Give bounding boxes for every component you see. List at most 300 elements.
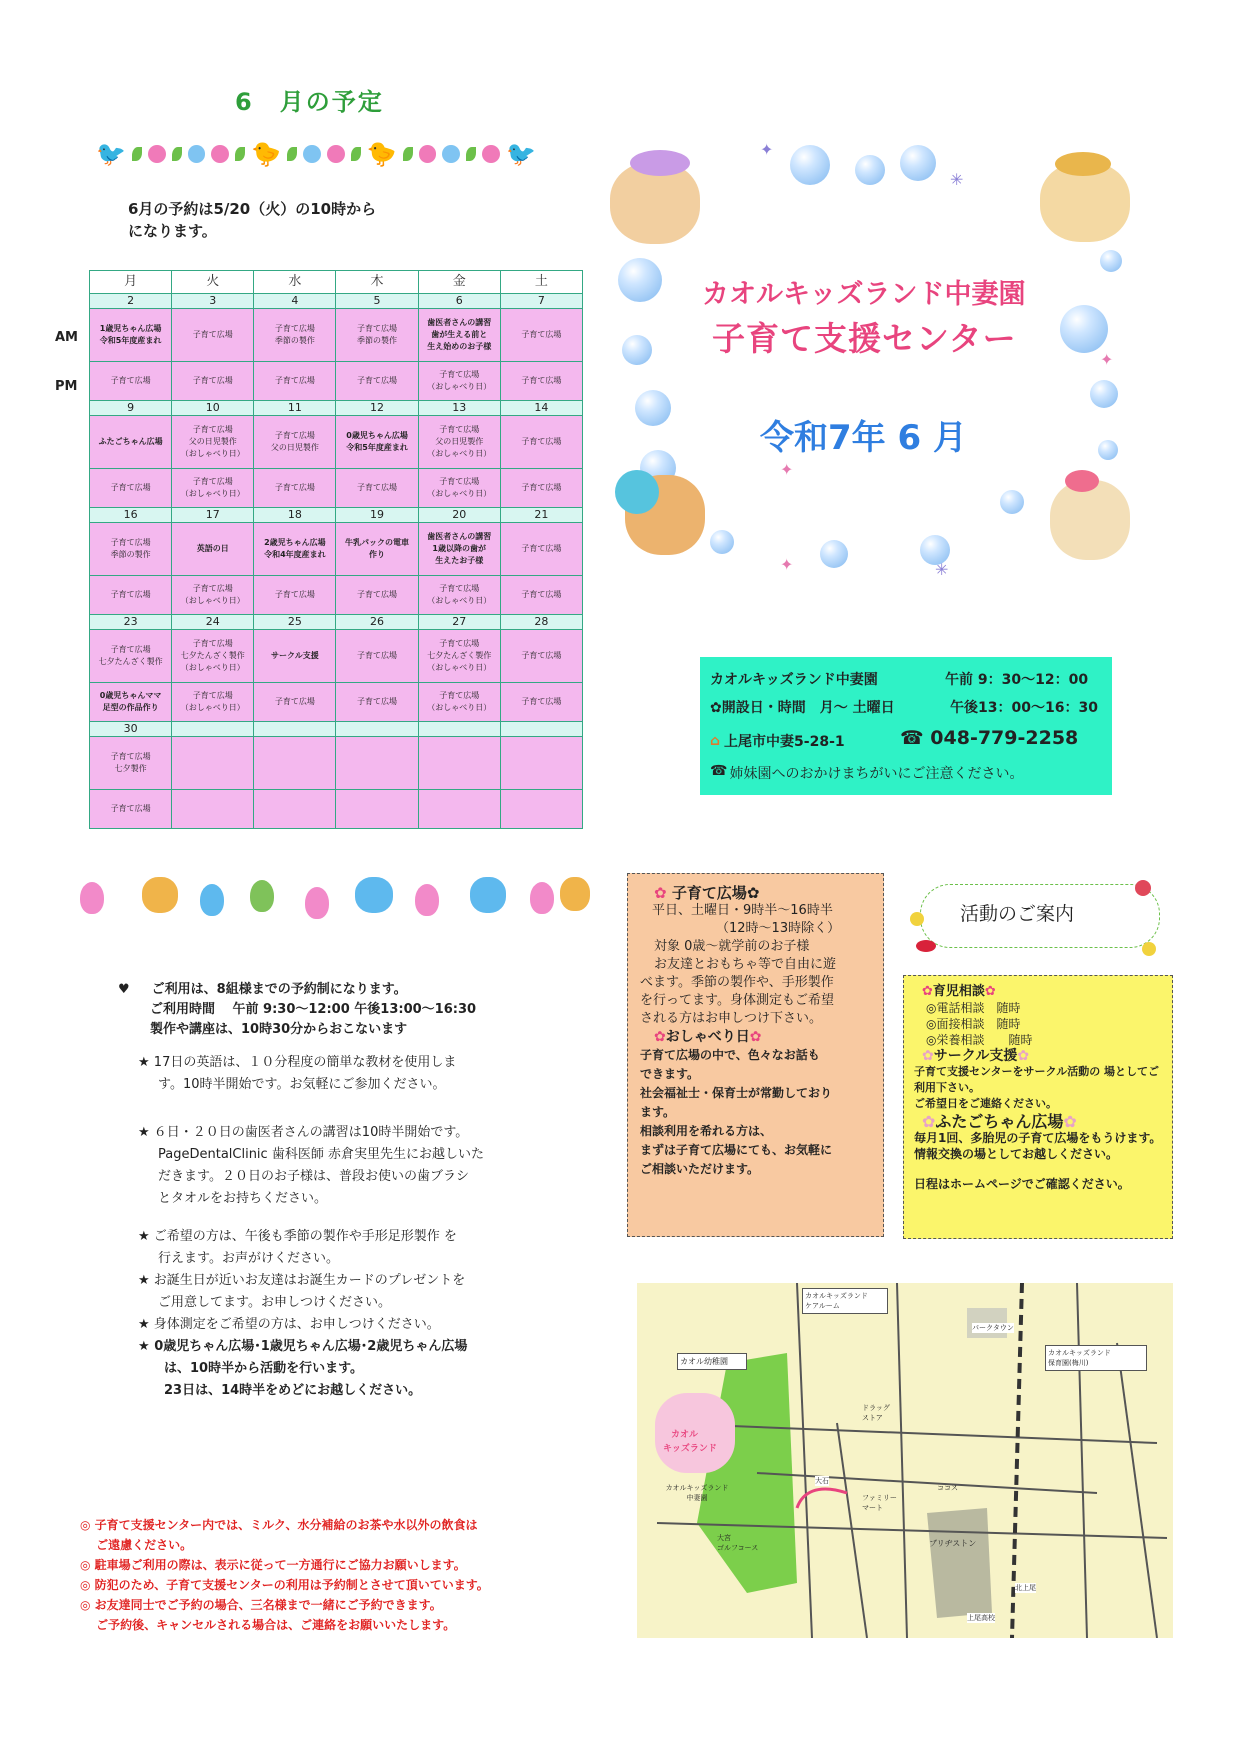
am-row	[90, 416, 583, 469]
schedule-entry: 子育て広場	[274, 590, 315, 599]
schedule-entry: 子育て広場	[192, 691, 233, 700]
map-label-golf: 大宮 ゴルフコース	[717, 1534, 759, 1552]
note-5b: ご用意してます。お申しつけください。	[158, 1295, 391, 1310]
activity-banner	[910, 872, 1165, 960]
schedule-cell	[500, 309, 582, 362]
map-label-kitaageo: 北上尾	[1015, 1584, 1036, 1592]
circle-3: ご希望日をご連絡ください。	[914, 1097, 1057, 1110]
schedule-cell	[90, 523, 172, 576]
pm-row	[90, 683, 583, 722]
schedule-entry: 季節の製作	[357, 336, 398, 345]
schedule-cell	[172, 576, 254, 615]
house-icon: ⌂	[710, 733, 721, 749]
date-row	[90, 722, 583, 737]
schedule-entry: 子育て広場	[357, 324, 398, 333]
schedule-cell	[336, 737, 418, 790]
date-cell: 11	[254, 401, 336, 416]
map-logo-text-1: カオル	[671, 1430, 699, 1440]
schedule-entry: 子育て広場	[521, 544, 562, 553]
flower-icon: ✿	[1017, 1048, 1030, 1064]
day-header: 月	[90, 271, 172, 294]
schedule-cell	[418, 523, 500, 576]
schedule-cell	[336, 523, 418, 576]
map-label-chuzuma: カオルキッズランド 中妻園	[665, 1484, 729, 1502]
day-header: 木	[336, 271, 418, 294]
schedule-cell	[172, 683, 254, 722]
schedule-entry: 子育て広場	[274, 376, 315, 385]
note-7b: は、10時半から活動を行います。	[164, 1361, 364, 1376]
schedule-entry: 父の日児製作	[270, 443, 319, 452]
note-4a: ご希望の方は、午後も季節の製作や手形足形製作 を	[153, 1229, 457, 1244]
schedule-entry: （おしゃべり日）	[180, 663, 245, 672]
schedule-entry: 英語の日	[196, 544, 229, 553]
am-row	[90, 309, 583, 362]
date-row	[90, 401, 583, 416]
schedule-entry: 子育て広場	[110, 804, 151, 813]
schedule-entry: 子育て広場	[521, 376, 562, 385]
schedule-entry: 子育て広場	[274, 431, 315, 440]
schedule-cell	[90, 683, 172, 722]
map-label-care: カオルキッズランド ケアルーム	[802, 1288, 888, 1314]
schedule-entry: 子育て広場	[439, 477, 480, 486]
hiroba-l4: お友達とおもちゃ等で自由に遊	[654, 957, 837, 972]
schedule-entry: 季節の製作	[274, 336, 315, 345]
ikuji-1: ◎電話相談 随時	[926, 1001, 1021, 1015]
schedule-entry: 子育て広場	[439, 691, 480, 700]
phone-icon: ☎	[710, 763, 728, 779]
date-cell: 9	[90, 401, 172, 416]
poster-line1: カオルキッズランド中妻園	[702, 279, 1026, 310]
schedule-entry: 子育て広場	[192, 376, 233, 385]
schedule-entry: 令和5年度産まれ	[346, 443, 408, 452]
schedule-cell	[418, 309, 500, 362]
calendar-header-row	[90, 271, 583, 294]
flower-border: 🐦 🐤 🐤 🐦	[96, 140, 537, 168]
schedule-cell	[418, 362, 500, 401]
date-cell	[254, 722, 336, 737]
day-header: 金	[418, 271, 500, 294]
flower-icon: ✿	[749, 1029, 762, 1045]
schedule-entry: 令和4年度産まれ	[264, 550, 326, 559]
schedule-entry: 七夕たんざく製作	[180, 651, 245, 660]
schedule-entry: 子育て広場	[357, 697, 398, 706]
flower-icon: ✿	[654, 1029, 666, 1045]
reservation-line1: 6月の予約は5/20（火）の10時から	[128, 200, 377, 218]
map-label-hoikuen: カオルキッズランド 保育園(梅川)	[1045, 1345, 1147, 1371]
map-logo-text-2: キッズランド	[663, 1444, 717, 1454]
date-cell: 30	[90, 722, 172, 737]
date-row	[90, 294, 583, 309]
schedule-entry: 子育て広場	[357, 590, 398, 599]
info-phone: ☎ 048-779-2258	[900, 727, 1079, 749]
date-cell: 23	[90, 615, 172, 630]
info-name: カオルキッズランド中妻園	[710, 672, 878, 688]
schedule-cell	[172, 469, 254, 508]
schedule-entry: （おしゃべり日）	[180, 703, 245, 712]
schedule-entry: （おしゃべり日）	[427, 663, 492, 672]
date-cell: 16	[90, 508, 172, 523]
activity-title: 活動のご案内	[960, 903, 1075, 925]
star-icon: ★	[138, 1317, 154, 1332]
schedule-cell	[336, 683, 418, 722]
pm-label: PM	[55, 379, 78, 394]
date-cell: 24	[172, 615, 254, 630]
note-3a: ６日・２０日の歯医者さんの講習は10時半開始です。	[153, 1125, 469, 1140]
oshaberi-7: ご相談いただけます。	[640, 1162, 760, 1176]
schedule-entry: 子育て広場	[192, 639, 233, 648]
schedule-entry: 子育て広場	[110, 590, 151, 599]
schedule-entry: 子育て広場	[521, 483, 562, 492]
date-cell: 4	[254, 294, 336, 309]
info-box	[700, 657, 1112, 795]
schedule-entry: 子育て広場	[110, 376, 151, 385]
flower-icon: ✿	[654, 884, 667, 902]
oshaberi-title: おしゃべり日	[665, 1029, 750, 1045]
balloon-animals-border	[80, 872, 580, 947]
schedule-cell	[254, 737, 336, 790]
star-icon: ★	[138, 1229, 154, 1244]
activity-box	[903, 975, 1173, 1239]
hiroba-l2: （12時～13時除く）	[716, 921, 841, 936]
oshaberi-6: まずは子育て広場にても、お気軽に	[640, 1143, 833, 1157]
schedule-cell	[418, 683, 500, 722]
schedule-cell	[254, 683, 336, 722]
flower-icon: ✿	[984, 984, 996, 999]
schedule-entry: 歯が生える前と	[431, 330, 488, 339]
schedule-entry: 0歳児ちゃんママ	[99, 691, 162, 700]
star-icon: ★	[138, 1125, 154, 1140]
note-5a: お誕生日が近いお友達はお誕生カードのプレゼントを	[153, 1273, 466, 1288]
schedule-entry: 足型の作品作り	[102, 703, 159, 712]
day-header: 水	[254, 271, 336, 294]
schedule-entry: 子育て広場	[439, 425, 480, 434]
schedule-entry: 1歳児ちゃん広場	[99, 324, 162, 333]
schedule-cell	[90, 469, 172, 508]
schedule-entry: 1歳以降の歯が	[432, 544, 486, 553]
star-icon: ★	[138, 1055, 154, 1070]
schedule-entry: （おしゃべり日）	[180, 449, 245, 458]
schedule-entry: 季節の製作	[110, 550, 151, 559]
schedule-calendar	[89, 270, 583, 829]
date-cell: 19	[336, 508, 418, 523]
map-logo	[655, 1393, 735, 1473]
schedule-entry: 子育て広場	[192, 584, 233, 593]
note-3b: PageDentalClinic 歯科医師 赤倉実里先生にお越しいた	[158, 1147, 484, 1162]
schedule-entry: 2歳児ちゃん広場	[264, 538, 326, 547]
schedule-cell	[172, 309, 254, 362]
schedule-cell	[336, 362, 418, 401]
schedule-entry: 七夕たんざく製作	[98, 657, 163, 666]
info-am-hours: 午前 9：30～12：00	[945, 672, 1089, 688]
schedule-entry: 子育て広場	[110, 538, 151, 547]
schedule-cell	[172, 630, 254, 683]
schedule-entry: 牛乳パックの電車	[345, 538, 410, 547]
schedule-entry: 子育て広場	[110, 645, 151, 654]
schedule-cell	[500, 469, 582, 508]
schedule-entry: 子育て広場	[357, 483, 398, 492]
pm-row	[90, 362, 583, 401]
oshaberi-3: 社会福祉士・保育士が常勤しており	[640, 1086, 833, 1100]
date-cell: 13	[418, 401, 500, 416]
day-header: 火	[172, 271, 254, 294]
schedule-cell	[172, 362, 254, 401]
schedule-entry: 子育て広場	[439, 584, 480, 593]
schedule-cell	[500, 683, 582, 722]
pm-row	[90, 469, 583, 508]
schedule-entry: 子育て広場	[521, 697, 562, 706]
date-cell: 2	[90, 294, 172, 309]
schedule-entry: 子育て広場	[357, 651, 398, 660]
hiroba-l6: を行ってます。身体測定もご希望	[640, 993, 834, 1008]
red-note: ◎ お友達同士でご予約の場合、三名様まで一緒にご予約できます。	[80, 1598, 442, 1612]
date-cell: 21	[500, 508, 582, 523]
note-2b: す。10時半開始です。お気軽にご参加ください。	[158, 1077, 446, 1092]
note-1a: ご利用は、8組様までの予約制になります。	[151, 982, 407, 997]
schedule-cell	[254, 309, 336, 362]
schedule-cell	[172, 416, 254, 469]
schedule-cell	[254, 523, 336, 576]
schedule-cell	[500, 523, 582, 576]
schedule-entry: 子育て広場	[439, 639, 480, 648]
date-cell	[418, 722, 500, 737]
schedule-entry: 子育て広場	[192, 330, 233, 339]
hiroba-title: 子育て広場✿	[671, 884, 760, 902]
date-cell	[336, 722, 418, 737]
date-cell: 7	[500, 294, 582, 309]
poster-illustration: ✦ ✳ ✦ ✦ ✳ ✦	[620, 140, 1160, 590]
red-note: ◎ 防犯のため、子育て支援センターの利用は予約制とさせて頂いています。	[80, 1578, 489, 1592]
note-4b: 行えます。お声がけください。	[158, 1251, 339, 1266]
date-cell: 6	[418, 294, 500, 309]
schedule-entry: 子育て広場	[357, 376, 398, 385]
oshaberi-4: ます。	[640, 1105, 676, 1119]
flower-icon: ✿	[922, 1048, 934, 1064]
pm-row	[90, 576, 583, 615]
schedule-cell	[172, 790, 254, 829]
am-label: AM	[55, 330, 78, 345]
date-cell: 5	[336, 294, 418, 309]
info-address: 上尾市中妻5-28-1	[724, 734, 845, 750]
date-cell: 10	[172, 401, 254, 416]
flower-icon: ✿	[922, 984, 933, 999]
heart-icon: ♥	[118, 982, 130, 997]
oshaberi-1: 子育て広場の中で、色々なお話も	[640, 1048, 820, 1062]
schedule-cell	[418, 416, 500, 469]
schedule-cell	[418, 630, 500, 683]
schedule-entry: 作り	[369, 550, 386, 559]
schedule-cell	[254, 790, 336, 829]
schedule-cell	[90, 309, 172, 362]
am-row	[90, 630, 583, 683]
note-3c: だきます。２０日のお子様は、普段お使いの歯ブラシ	[158, 1169, 469, 1184]
schedule-entry: 子育て広場	[521, 330, 562, 339]
schedule-entry: 令和5年度産まれ	[99, 336, 162, 345]
map-label-park: パークタウン	[972, 1324, 1014, 1332]
info-caution-row	[710, 763, 1023, 783]
ikuji-3: ◎栄養相談 随時	[926, 1033, 1033, 1047]
futago-3: 日程はホームページでご確認ください。	[914, 1177, 1130, 1191]
schedule-cell	[90, 737, 172, 790]
date-cell: 14	[500, 401, 582, 416]
futago-title: ふたごちゃん広場	[935, 1112, 1064, 1131]
date-cell: 12	[336, 401, 418, 416]
oshaberi-5: 相談利用を希れる方は、	[640, 1124, 773, 1138]
schedule-cell	[418, 790, 500, 829]
schedule-entry: 子育て広場	[110, 752, 151, 761]
access-map	[637, 1283, 1173, 1638]
schedule-cell	[500, 576, 582, 615]
schedule-cell	[500, 416, 582, 469]
schedule-entry: 父の日児製作	[188, 437, 237, 446]
schedule-entry: 子育て広場	[274, 324, 315, 333]
schedule-cell	[336, 416, 418, 469]
schedule-entry: 生え始めのお子様	[427, 342, 492, 351]
schedule-entry: （おしゃべり日）	[180, 596, 245, 605]
schedule-cell	[90, 416, 172, 469]
schedule-cell	[500, 362, 582, 401]
schedule-entry: （おしゃべり日）	[427, 489, 492, 498]
schedule-entry: 歯医者さんの講習	[427, 318, 492, 327]
map-label-ogawa: 大石	[815, 1477, 829, 1485]
date-cell: 25	[254, 615, 336, 630]
date-cell: 17	[172, 508, 254, 523]
schedule-entry: 歯医者さんの講習	[427, 532, 492, 541]
schedule-cell	[254, 469, 336, 508]
schedule-cell	[90, 790, 172, 829]
schedule-cell	[336, 469, 418, 508]
date-row	[90, 508, 583, 523]
schedule-entry: （おしゃべり日）	[427, 596, 492, 605]
schedule-entry: 七夕製作	[114, 764, 147, 773]
star-icon: ★	[138, 1273, 154, 1288]
schedule-entry: 子育て広場	[439, 370, 480, 379]
schedule-cell	[172, 737, 254, 790]
schedule-entry: 子育て広場	[274, 697, 315, 706]
schedule-entry: （おしゃべり日）	[427, 382, 492, 391]
info-pm-hours: 午後13：00～16：30	[950, 700, 1098, 716]
note-7a: 0歳児ちゃん広場･1歳児ちゃん広場･2歳児ちゃん広場	[154, 1339, 468, 1354]
date-cell: 20	[418, 508, 500, 523]
schedule-cell	[336, 790, 418, 829]
note-7c: 23日は、14時半をめどにお越しください。	[164, 1383, 422, 1398]
flower-icon: ✿	[922, 1112, 936, 1131]
red-notes	[80, 1515, 600, 1635]
date-cell: 28	[500, 615, 582, 630]
map-label-yochien: カオル幼稚園	[677, 1353, 747, 1370]
hiroba-l7: される方はお申しつけ下さい。	[640, 1011, 823, 1026]
schedule-entry: 七夕たんざく製作	[427, 651, 492, 660]
schedule-cell	[500, 737, 582, 790]
note-1b: ご利用時間 午前 9:30～12:00 午後13:00～16:30	[150, 1002, 477, 1017]
schedule-cell	[336, 309, 418, 362]
circle-title: サークル支援	[933, 1048, 1018, 1064]
red-note: ご遠慮ください。	[80, 1538, 193, 1552]
date-cell	[500, 722, 582, 737]
date-cell: 18	[254, 508, 336, 523]
schedule-entry: （おしゃべり日）	[180, 489, 245, 498]
info-caution: 姉妹園へのおかけまちがいにご注意ください。	[729, 766, 1024, 782]
note-6: 身体測定をご希望の方は、お申しつけください。	[153, 1317, 440, 1332]
schedule-entry: 生えたお子様	[435, 556, 484, 565]
schedule-entry: 子育て広場	[274, 483, 315, 492]
schedule-cell	[254, 416, 336, 469]
schedule-entry: 子育て広場	[521, 437, 562, 446]
map-label-ageo: 上尾高校	[967, 1614, 995, 1622]
schedule-cell	[418, 576, 500, 615]
circle-1: 子育て支援センターをサークル活動の 場としてご	[914, 1065, 1160, 1078]
ikuji-title: 育児相談	[932, 984, 985, 999]
oshaberi-2: できます。	[640, 1067, 700, 1081]
hiroba-l1: 平日、土曜日・9時半～16時半	[652, 903, 833, 918]
schedule-cell	[336, 630, 418, 683]
schedule-entry: ふたごちゃん広場	[98, 437, 163, 446]
schedule-cell	[90, 630, 172, 683]
futago-1: 毎月1回、多胎児の子育て広場をもうけます。	[914, 1131, 1162, 1145]
schedule-entry: （おしゃべり日）	[427, 703, 492, 712]
ikuji-2: ◎面接相談 随時	[926, 1017, 1021, 1031]
poster-month: 令和7年 6 月	[760, 418, 967, 458]
info-address-row	[710, 731, 845, 751]
hiroba-l3: 対象 0歳～就学前のお子様	[654, 939, 810, 954]
circle-2: 利用下さい。	[914, 1081, 980, 1094]
kosodate-hiroba-box	[627, 873, 884, 1237]
schedule-entry: 子育て広場	[192, 477, 233, 486]
schedule-cell	[90, 362, 172, 401]
schedule-cell	[172, 523, 254, 576]
schedule-entry: 子育て広場	[192, 425, 233, 434]
schedule-cell	[500, 790, 582, 829]
day-header: 土	[500, 271, 582, 294]
note-2a: 17日の英語は、１０分程度の簡単な教材を使用しま	[153, 1055, 457, 1070]
pm-row	[90, 790, 583, 829]
schedule-cell	[254, 362, 336, 401]
schedule-entry: 0歳児ちゃん広場	[346, 431, 408, 440]
schedule-cell	[500, 630, 582, 683]
star-icon: ★	[138, 1339, 155, 1354]
schedule-cell	[418, 737, 500, 790]
futago-2: 情報交換の場としてお越しください。	[914, 1147, 1119, 1161]
date-cell: 26	[336, 615, 418, 630]
schedule-cell	[418, 469, 500, 508]
schedule-cell	[90, 576, 172, 615]
schedule-cell	[254, 630, 336, 683]
map-label-drug: ドラッグ ストア	[862, 1404, 890, 1422]
red-note: ◎ 子育て支援センター内では、ミルク、水分補給のお茶や水以外の飲食は	[80, 1518, 478, 1532]
schedule-entry: 父の日児製作	[435, 437, 484, 446]
am-row	[90, 523, 583, 576]
usage-notes	[118, 980, 578, 1402]
note-1c: 製作や講座は、10時30分からおこないます	[150, 1022, 408, 1037]
schedule-cell	[254, 576, 336, 615]
schedule-cell	[336, 576, 418, 615]
date-cell: 3	[172, 294, 254, 309]
red-note: ご予約後、キャンセルされる場合は、ご連絡をお願いいたします。	[80, 1618, 456, 1632]
schedule-entry: 子育て広場	[110, 483, 151, 492]
poster-line2: 子育て支援センター	[712, 319, 1017, 358]
flower-icon: ✿	[1063, 1112, 1077, 1131]
schedule-entry: （おしゃべり日）	[427, 449, 492, 458]
date-row	[90, 615, 583, 630]
am-row	[90, 737, 583, 790]
schedule-entry: サークル支援	[271, 651, 319, 660]
map-label-family: ファミリー マート	[862, 1494, 897, 1512]
note-3d: とタオルをお持ちください。	[158, 1191, 328, 1206]
reservation-notice	[128, 198, 376, 242]
schedule-entry: 子育て広場	[521, 651, 562, 660]
map-label-cocos: ココス	[937, 1484, 958, 1492]
date-cell	[172, 722, 254, 737]
hiroba-l5: べます。季節の製作や、手形製作	[640, 975, 834, 990]
